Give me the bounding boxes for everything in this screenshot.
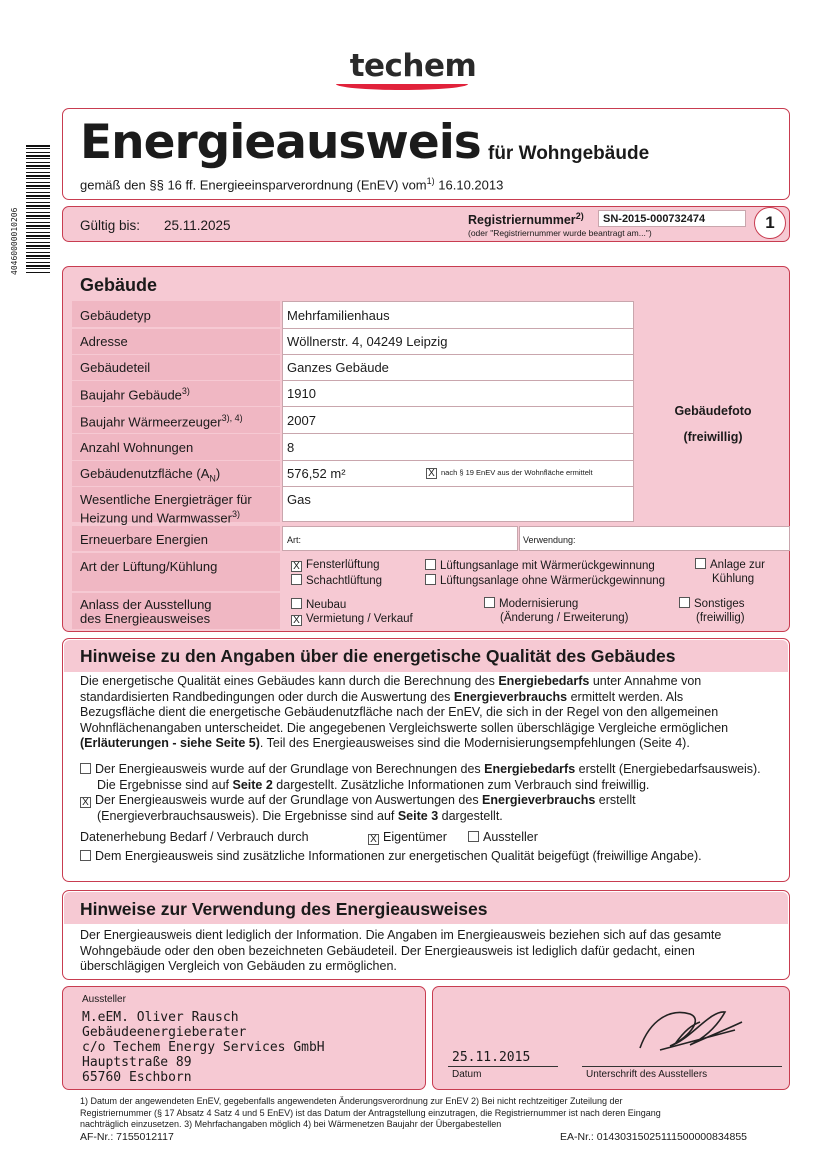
building-section-title: Gebäude <box>80 275 158 295</box>
signature-label: Unterschrift des Ausstellers <box>586 1069 708 1080</box>
building-photo-placeholder: Gebäudefoto (freiwillig) <box>674 404 752 444</box>
extra-info-option[interactable]: Dem Energieausweis sind zusätzliche Informationen zur energetischen Qualität beigefügt (freiwillige Angabe). <box>80 849 702 865</box>
quality-intro-text: Die energetische Qualität eines Gebäudes kann durch die Berechnung des Energiebedarfs unter Annahme von standardisierten Randbedingungen oder durch die Auswertung des Energieverbrauchs ermittelt werden. Als Bezugsfläche dient die energetische Gebäudenutzfläche nach der EnEV, die sich in der Regel von den allgemeinen Wohnflächenangaben unterscheidet. Die angegebenen Vergleichswerte sollen überschlägige Vergleiche ermöglichen (Erläuterungen - siehe Seite 5). Teil des Energieausweises sind die Modernisierungsempfehlungen (Seite 4). <box>80 674 729 750</box>
quality-option-demand[interactable]: Der Energieausweis wurde auf der Grundlage von Berechnungen des Energiebedarfs erstellt (Energiebedarfsausweis). Die Ergebnisse sind auf Seite 2 dargestellt. Zusätzliche Informationen zum Verbrauch sind freiwillig. <box>80 762 780 793</box>
usage-text: Der Energieausweis dient lediglich der Information. Die Angaben im Energieausweis beziehen sich auf das gesamte Wohngebäude oder den oben bezeichneten Gebäudeteil. Der Energieausweis ist lediglich dafür gedacht, einen überschlägigen Vergleich von Gebäuden zu ermöglichen. <box>80 928 722 973</box>
logo-underline <box>336 84 468 90</box>
renewables-type-label: Art: <box>287 535 302 545</box>
owner-checkbox[interactable]: X <box>368 834 379 845</box>
renewables-type-field[interactable] <box>282 526 518 551</box>
row-label-renewables: Erneuerbare Energien <box>80 532 208 547</box>
page-number-badge: 1 <box>754 207 786 239</box>
quality-option-consumption[interactable]: X Der Energieausweis wurde auf der Grundlage von Auswertungen des Energieverbrauchs erstellt (Energieverbrauchsausweis). Die Ergebnisse sind auf Seite 3 dargestellt. <box>80 793 780 824</box>
registration-note: (oder "Registriernummer wurde beantragt am...") <box>468 228 652 238</box>
law-text: gemäß den §§ 16 ff. Energieeinsparverordnung (EnEV) vom <box>80 177 427 193</box>
law-sup: 1) <box>426 176 435 186</box>
row-label-energy-carrier: Wesentliche Energieträger für Heizung und Warmwasser$^{3)}$ <box>80 492 252 526</box>
af-number: AF-Nr.: 7155012117 <box>80 1131 174 1143</box>
vent-recovery-checkbox[interactable] <box>425 559 436 570</box>
row-label-area: Gebäudenutzfläche $(A_N)$ <box>80 466 221 484</box>
barcode <box>26 145 50 275</box>
collect-issuer-option[interactable]: Aussteller <box>468 830 538 846</box>
quality-section-title: Hinweise zu den Angaben über die energetische Qualität des Gebäudes <box>80 646 676 666</box>
vent-window-checkbox[interactable]: X <box>291 561 302 572</box>
renewables-use-label: Verwendung: <box>523 535 576 545</box>
value-apartments: 8 <box>287 440 295 455</box>
row-divider <box>282 460 634 461</box>
reg-label-text: Registriernummer <box>468 213 576 228</box>
row-label-heater-year: Baujahr Wärmeerzeuger$^{3), 4)}$ <box>80 413 243 430</box>
law-reference <box>80 176 503 192</box>
date-line <box>448 1066 558 1067</box>
issuer-checkbox[interactable] <box>468 831 479 842</box>
consumption-checkbox[interactable]: X <box>80 797 91 808</box>
row-divider <box>282 486 634 487</box>
row-label-reason: Anlass der Ausstellung des Energieausweises <box>80 597 212 626</box>
reason-mod-line2: (Änderung / Erweiterung) <box>500 612 629 624</box>
barcode-number: 40460000010206 <box>10 207 19 275</box>
value-address: Wöllnerstr. 4, 04249 Leipzig <box>287 334 448 349</box>
issue-date: 25.11.2015 <box>452 1050 531 1065</box>
extra-info-checkbox[interactable] <box>80 850 91 861</box>
row-label-build-year: Baujahr Gebäude$^{3)}$ <box>80 386 190 403</box>
issuer-label: Aussteller <box>82 994 126 1005</box>
reason-other-checkbox[interactable] <box>679 597 690 608</box>
vent-option-cooling[interactable]: Anlage zur <box>695 558 765 571</box>
row-divider <box>282 354 634 355</box>
registration-number: SN-2015-000732474 <box>598 210 746 227</box>
date-label: Datum <box>452 1069 482 1080</box>
reason-rent-checkbox[interactable]: X <box>291 615 302 626</box>
reason-option-other[interactable]: Sonstiges <box>679 597 745 610</box>
row-label-apartments: Anzahl Wohnungen <box>80 440 194 455</box>
valid-until-date: 25.11.2025 <box>164 218 231 233</box>
vent-no-recovery-checkbox[interactable] <box>425 574 436 585</box>
usage-section-title: Hinweise zur Verwendung des Energieausweises <box>80 899 488 919</box>
signature-line <box>582 1066 782 1067</box>
value-build-year: 1910 <box>287 386 316 401</box>
row-label-ventilation: Art der Lüftung/Kühlung <box>80 559 218 574</box>
data-collection-label: Datenerhebung Bedarf / Verbrauch durch <box>80 830 309 844</box>
law-date: 16.10.2013 <box>438 177 504 193</box>
vent-cooling-line2: Kühlung <box>712 573 755 585</box>
row-label-address: Adresse <box>80 334 128 349</box>
row-label-building-type: Gebäudetyp <box>80 308 151 323</box>
reg-sup: 2) <box>575 211 584 221</box>
signature-mark <box>630 1000 750 1060</box>
value-area: 576,52 m² <box>287 466 346 481</box>
registration-label <box>468 211 584 227</box>
reason-new-checkbox[interactable] <box>291 598 302 609</box>
value-building-part: Ganzes Gebäude <box>287 360 389 375</box>
value-building-type: Mehrfamilienhaus <box>287 308 390 323</box>
vent-cooling-checkbox[interactable] <box>695 558 706 569</box>
area-checkbox[interactable]: X <box>426 468 437 479</box>
row-divider <box>282 328 634 329</box>
reason-option-modernization[interactable]: Modernisierung <box>484 597 578 610</box>
reason-mod-checkbox[interactable] <box>484 597 495 608</box>
reason-option-rent-sale[interactable]: X Vermietung / Verkauf <box>291 613 413 626</box>
vent-option-shaft[interactable]: Schachtlüftung <box>291 574 382 587</box>
value-energy-carrier: Gas <box>287 492 311 507</box>
techem-logo: techem <box>349 48 477 84</box>
valid-until-label: Gültig bis: <box>80 218 141 233</box>
reason-option-new[interactable]: Neubau <box>291 598 346 611</box>
collect-owner-option[interactable]: X Eigentümer <box>368 830 447 846</box>
area-note: X nach § 19 EnEV aus der Wohnfläche ermittelt <box>426 468 593 479</box>
vent-shaft-checkbox[interactable] <box>291 574 302 585</box>
vent-option-no-recovery[interactable]: Lüftungsanlage ohne Wärmerückgewinnung <box>425 574 665 587</box>
issuer-address: M.eEM. Oliver Rausch Gebäudeenergieberater c/o Techem Energy Services GmbH Hauptstraße 89 65760 Eschborn <box>82 1010 325 1085</box>
document-title: Energieausweis <box>80 115 481 170</box>
footnotes: 1) Datum der angewendeten EnEV, gegebenfalls angewendeten Änderungsverordnung zur EnEV 2) Bei nicht rechtzeitiger Zuteilung der Registriernummer (§ 17 Absatz 4 Satz 4 und 5 EnEV) ist das Datum der Antragstellung einzutragen, die Registriernummer ist nach deren Eingang nachträglich einzusetzen. 3) Mehrfachangaben möglich 4) bei Wärmenetzen Baujahr der Übergabestellen <box>80 1096 661 1129</box>
row-divider <box>282 406 634 407</box>
reason-other-line2: (freiwillig) <box>696 612 745 624</box>
value-heater-year: 2007 <box>287 413 316 428</box>
vent-option-window[interactable]: X Fensterlüftung <box>291 559 380 572</box>
document-subtitle: für Wohngebäude <box>488 143 650 164</box>
row-label-building-part: Gebäudeteil <box>80 360 151 375</box>
row-divider <box>282 380 634 381</box>
demand-checkbox[interactable] <box>80 763 91 774</box>
ea-number: EA-Nr.: 01430315025111500000834855 <box>560 1131 748 1143</box>
row-divider <box>282 433 634 434</box>
vent-option-recovery[interactable]: Lüftungsanlage mit Wärmerückgewinnung <box>425 559 655 572</box>
